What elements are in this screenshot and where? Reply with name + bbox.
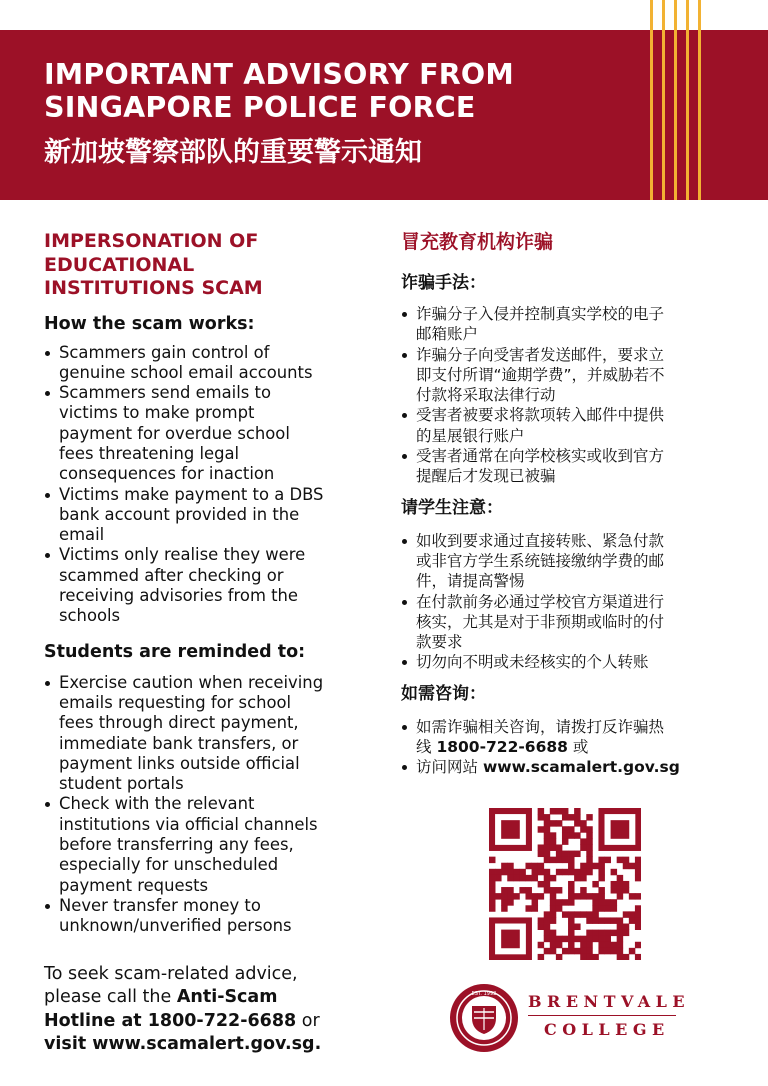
chinese-section-title: 冒充教育机构诈骗 — [401, 231, 554, 253]
list-item: 诈骗分子入侵并控制真实学校的电子 邮箱账户 — [401, 304, 731, 345]
list-item: 受害者被要求将款项转入邮件中提供 的星展银行账户 — [401, 405, 731, 446]
hotline-number: Hotline at 1800-722-6688 — [44, 1010, 297, 1031]
list-item: 受害者通常在向学校核实或收到官方 提醒后才发现已被骗 — [401, 446, 731, 487]
list-item: Scammers gain control of genuine school email accounts — [44, 343, 370, 384]
students-reminded-list — [44, 673, 370, 937]
english-column — [44, 230, 370, 1057]
college-seal-icon — [448, 982, 520, 1054]
how-scam-works-list — [44, 343, 370, 627]
page-title-chinese: 新加坡警察部队的重要警示通知 — [44, 137, 422, 168]
chinese-consult-list — [401, 717, 731, 778]
college-name-line2: COLLEGE — [544, 1020, 670, 1039]
chinese-remind-heading: 请学生注意： — [401, 497, 503, 518]
list-item: 访问网站 www.scamalert.gov.sg — [401, 757, 731, 777]
qr-code[interactable] — [489, 808, 641, 960]
logo-divider — [528, 1015, 676, 1016]
page-title-line: SINGAPORE POLICE FORCE — [44, 91, 476, 124]
list-item: Victims make payment to a DBS bank account provided in the email — [44, 485, 370, 546]
chinese-how-list — [401, 304, 731, 487]
college-logo — [448, 980, 708, 1060]
college-name-line1: BRENTVALE — [528, 992, 691, 1011]
hotline-label: Anti-Scam — [176, 987, 278, 1008]
list-item: 如需诈骗相关咨询，请拨打反诈骗热 线 1800-722-6688 或 — [401, 717, 731, 758]
page-title — [44, 58, 514, 124]
list-item: Exercise caution when receiving emails requesting for school fees through direct payment, immediate bank transfers, or payment links outside official student portals — [44, 673, 370, 795]
chinese-how-heading: 诈骗手法： — [401, 273, 486, 293]
scamalert-link[interactable]: www.scamalert.gov.sg — [482, 758, 680, 777]
scamalert-link[interactable]: visit www.scamalert.gov.sg. — [44, 1034, 322, 1055]
svg-text:EST. 1992: EST. 1992 — [471, 991, 497, 997]
list-item: Check with the relevant institutions via official channels before transferring any fees, especially for unscheduled payment requests — [44, 794, 370, 895]
chinese-remind-list — [401, 531, 731, 673]
students-reminded-heading: Students are reminded to: — [44, 641, 306, 662]
how-scam-works-heading: How the scam works: — [44, 313, 255, 334]
list-item: 在付款前务必通过学校官方渠道进行 核实，尤其是对于非预期或临时的付 款要求 — [401, 592, 731, 653]
chinese-consult-heading: 如需咨询： — [401, 683, 486, 704]
hotline-number: 1800-722-6688 — [436, 738, 568, 757]
decorative-stripes — [650, 0, 710, 200]
english-section-title: IMPERSONATION OF EDUCATIONAL INSTITUTIONS SCAM — [44, 230, 263, 299]
page-title-line: IMPORTANT ADVISORY FROM — [44, 58, 514, 91]
chinese-column — [401, 230, 731, 778]
list-item: Scammers send emails to victims to make prompt payment for overdue school fees threatening legal consequences for inaction — [44, 383, 370, 484]
list-item: Never transfer money to unknown/unverified persons — [44, 896, 370, 937]
contact-advice: To seek scam-related advice, please call the Anti-Scam Hotline at 1800-722-6688 or visit www.scamalert.gov.sg. — [44, 963, 322, 1055]
list-item: Victims only realise they were scammed after checking or receiving advisories from the schools — [44, 545, 370, 626]
list-item: 如收到要求通过直接转账、紧急付款 或非官方学生系统链接缴纳学费的邮 件，请提高警惕 — [401, 531, 731, 592]
list-item: 诈骗分子向受害者发送邮件，要求立 即支付所谓“逾期学费”，并威胁若不 付款将采取法律行动 — [401, 345, 731, 406]
list-item: 切勿向不明或未经核实的个人转账 — [401, 652, 731, 672]
